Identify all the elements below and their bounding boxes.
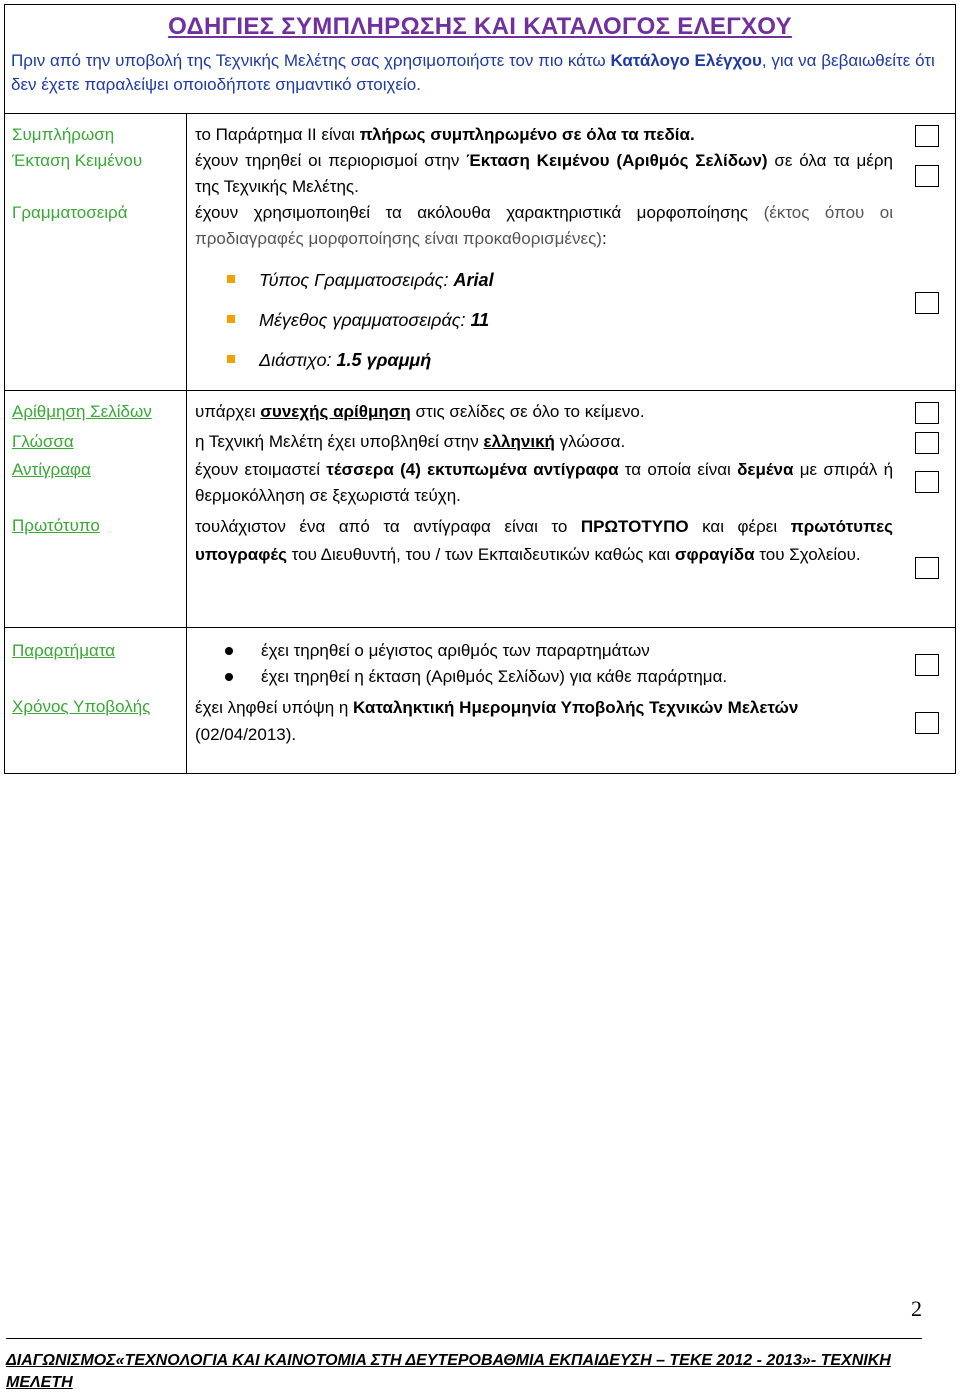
section-appendices: [5, 627, 955, 773]
list-item: Τύπος Γραμματοσειράς: Arial: [227, 260, 955, 300]
checkbox-copies[interactable]: [915, 471, 939, 493]
label-language: Γλώσσα: [12, 432, 74, 451]
row-language: Γλώσσα η Τεχνική Μελέτη έχει υποβληθεί στην ελληνική γλώσσα.: [187, 429, 955, 455]
font-spec-list: [187, 260, 955, 380]
section-formatting: [5, 114, 955, 390]
list-item: έχει τηρηθεί η έκταση (Αριθμός Σελίδων) για κάθε παράρτημα.: [225, 664, 955, 690]
page-number: 2: [911, 1296, 922, 1321]
list-item: Μέγεθος γραμματοσειράς: 11: [227, 300, 955, 340]
header-box: [4, 4, 956, 113]
label-length: Έκταση Κειμένου: [12, 151, 143, 170]
checkbox-deadline[interactable]: [915, 712, 939, 734]
appendices-list: [187, 638, 955, 690]
row-numbering: Αρίθμηση Σελίδων υπάρχει συνεχής αρίθμηση στις σελίδες σε όλο το κείμενο.: [187, 399, 955, 425]
label-completion: Συμπλήρωση: [12, 125, 115, 144]
checkbox-original[interactable]: [915, 557, 939, 579]
row-appendices: [12, 638, 955, 690]
label-font: Γραμματοσειρά: [12, 203, 128, 222]
checklist-table: [4, 113, 956, 774]
row-copies: Αντίγραφα έχουν ετοιμαστεί τέσσερα (4) εκτυπωμένα αντίγραφα τα οποία είναι δεμένα με σπιράλ ή θερμοκόλληση σε ξεχωριστά τεύχη.: [187, 457, 955, 509]
page-footer: ΔΙΑΓΩΝΙΣΜΟΣ«ΤΕΧΝΟΛΟΓΙΑ ΚΑΙ ΚΑΙΝΟΤΟΜΙΑ ΣΤΗ ΔΕΥΤΕΡΟΒΑΘΜΙΑ ΕΚΠΑΙΔΕΥΣΗ – ΤΕΚΕ 2012 - 2013»- ΤΕΧΝΙΚΗ ΜΕΛΕΤΗ: [6, 1352, 891, 1391]
intro-text: Πριν από την υποβολή της Τεχνικής Μελέτης σας χρησιμοποιήστε τον πιο κάτω Κατάλογο Ελέγχου, για να βεβαιωθείτε ότι δεν έχετε παραλείψει οποιοδήποτε σημαντικό στοιχείο.: [11, 51, 935, 94]
intro-emphasis: Κατάλογο Ελέγχου: [610, 51, 762, 70]
section-submission: [5, 390, 955, 627]
label-numbering: Αρίθμηση Σελίδων: [12, 402, 152, 421]
checkbox-length[interactable]: [915, 165, 939, 187]
row-font: Γραμματοσειρά έχουν χρησιμοποιηθεί τα ακόλουθα χαρακτηριστικά μορφοποίησης (έκτος όπου οι προδιαγραφές μορφοποίησης είναι προκαθορισμένες): Τύπος Γραμματοσειράς: Arial Μέγεθος γραμματοσειράς: 11 Διάστιχο: 1.5 γραμμή: [187, 200, 955, 380]
row-length: Έκταση Κειμένου έχουν τηρηθεί οι περιορισμοί στην Έκταση Κειμένου (Αριθμός Σελίδων) σε όλα τα μέρη της Τεχνικής Μελέτης.: [187, 148, 955, 200]
label-original: Πρωτότυπο: [12, 516, 100, 535]
checkbox-numbering[interactable]: [915, 402, 939, 424]
checkbox-appendices[interactable]: [915, 654, 939, 676]
list-item: έχει τηρηθεί ο μέγιστος αριθμός των παραρτημάτων: [225, 638, 955, 664]
checklist-sheet: [4, 4, 956, 774]
row-original: Πρωτότυπο τουλάχιστον ένα από τα αντίγραφα είναι το ΠΡΩΤΟΤΥΠΟ και φέρει πρωτότυπες υπογραφές του Διευθυντή, του / των Εκπαιδευτικών καθώς και σφραγίδα του Σχολείου.: [187, 513, 955, 569]
checkbox-completion[interactable]: [915, 125, 939, 147]
list-item: Διάστιχο: 1.5 γραμμή: [227, 340, 955, 380]
checkbox-language[interactable]: [915, 432, 939, 454]
label-deadline: Χρόνος Υποβολής: [12, 697, 151, 716]
footer-divider: [6, 1338, 922, 1339]
row-completion: Συμπλήρωση το Παράρτημα ΙΙ είναι πλήρως συμπληρωμένο σε όλα τα πεδία.: [187, 122, 955, 148]
label-copies: Αντίγραφα: [12, 460, 91, 479]
checkbox-font[interactable]: [915, 292, 939, 314]
page-title: ΟΔΗΓΙΕΣ ΣΥΜΠΛΗΡΩΣΗΣ ΚΑΙ ΚΑΤΑΛΟΓΟΣ ΕΛΕΓΧΟΥ: [168, 13, 792, 40]
label-appendices: Παραρτήματα: [12, 641, 116, 660]
row-deadline: Χρόνος Υποβολής έχει ληφθεί υπόψη η Καταληκτική Ημερομηνία Υποβολής Τεχνικών Μελετών (02/04/2013).: [187, 694, 955, 748]
